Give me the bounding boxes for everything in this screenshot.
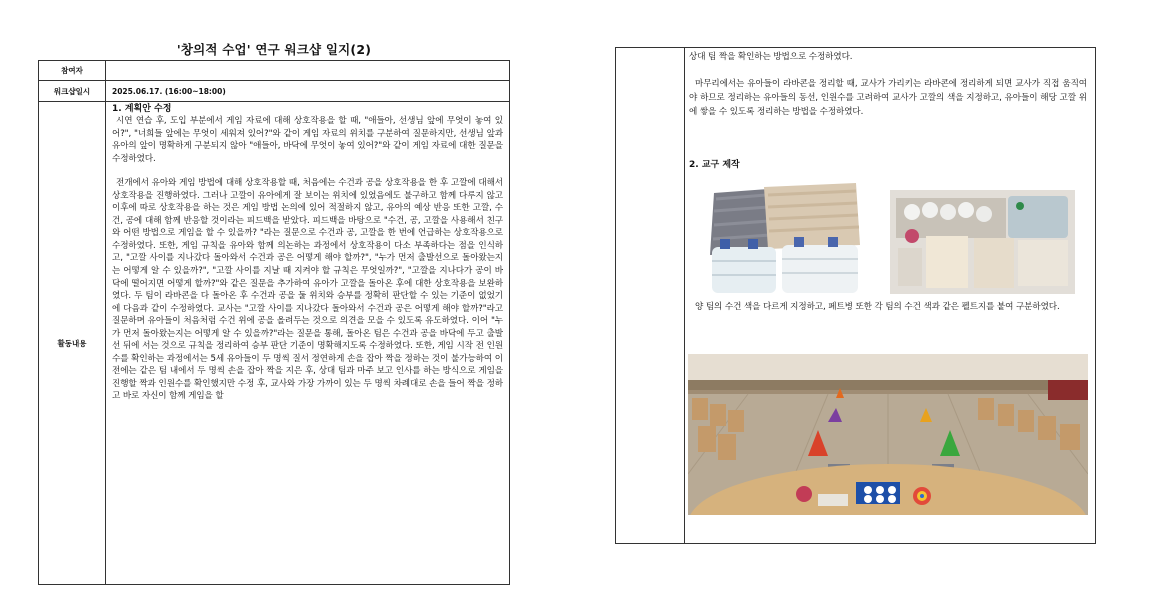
materials-caption-container xyxy=(689,300,1087,314)
page-title: '창의적 수업' 연구 워크샵 일지(2) xyxy=(176,42,372,57)
materials-box-photo xyxy=(890,190,1075,294)
section-heading-materials: 2. 교구 제작 xyxy=(689,160,740,170)
continued-content xyxy=(689,50,1087,170)
materials-caption: 양 팀의 수건 색을 다르게 지정하고, 페트병 또한 각 팀의 수건 색과 같은 펠트지를 붙여 구분하였다. xyxy=(695,302,1060,312)
participants-label: 참여자 xyxy=(39,61,106,81)
towels-and-bottles-photo xyxy=(706,181,872,296)
activity-content xyxy=(106,102,510,585)
paragraph-development: 전개에서 유아와 게임 방법에 대해 상호작용할 때, 처음에는 수건과 공을 상호작용을 한 후 고깔에 대해서 상호작용을 진행하였다. 그러나 고깔이 유아에게 잘 보이는 위치에 있었음에도 불구하고 함께 다루지 않고 이후에 따로 상호작용을 하는 것은 게임 방법 논의에 있어 적절하지 않고, 유아의 예상 반응 또한 고깔, 수건, 공에 대해 함께 반응할 것이라는 피드백을 받았다. 피드백을 바탕으로 "수건, 공, 고깔을 사용해서 친구와 어떤 방법으로 게임을 할 수 있을까? "라는 질문으로 수건과 공, 고깔을 한 번에 언급하는 상호작용으로 수정하였다. 또한, 게임 규칙을 유아와 함께 의논하는 과정에서 상호작용이 다소 부족하다는 점을 인식하고, "고깔 사이를 지나갔다 돌아와서 수건과 공은 어떻게 해야 할까?", "누가 먼저 출발선으로 돌아왔는지는 어떻게 알 수 있을까?", "고깔 사이를 지날 때 지켜야 할 규칙은 무엇일까?", "고깔을 지나다가 공이 바닥에 떨어지면 어떻게 할까?"와 같은 질문을 추가하여 유아가 고깔을 돌아온 후에 대한 상호작용을 보완하였다. 두 팀이 라바콘을 다 돌아온 후 수건과 공을 둘 위치와 승부를 정확히 판단할 수 있는 기준이 없었기에 다음과 같이 수정하였다. 교사는 "고깔 사이를 지나갔다 돌아와서 수건과 공은 어떻게 해야 할까?"라고 질문하며 유아들이 처음처럼 수건 위에 공을 올려두는 것으로 의견을 모을 수 있도록 유도하였다. 이어 "누가 먼저 돌아왔는지는 어떻게 알 수 있을까?"라는 질문을 통해, 돌아온 팀은 수건과 공을 바닥에 두고 출발선 뒤에 서는 것으로 규칙을 정리하여 승부 판단 기준이 명확해지도록 수정하였다. 또한, 게임 시작 전 인원수를 확인하는 과정에서는 5세 유아들이 두 명씩 질서 정연하게 손을 잡아 짝을 정하는 것이 불가능하여 이전에는 같은 팀 내에서 두 명씩 손을 잡아 짝을 지은 후, 상대 팀과 마주 보고 인사를 하는 방식으로 게임을 진행할 짝과 인원수를 확인했지만 수정 후, 교사와 가장 가까이 있는 두 명씩 차례대로 손을 들어 짝을 정하고 바로 자신이 함께 게임을 할 xyxy=(112,178,503,402)
section-heading-plan-revision: 1. 계획안 수정 xyxy=(112,104,172,114)
paragraph-closing: 마무리에서는 유아들이 라바콘을 정리할 때, 교사가 가리키는 라바콘에 정리하게 되면 교사가 직접 움직여야 하므로 정리하는 유아들의 동선, 인원수를 고려하여 교사가 고깔의 색을 지정하고, 유아들이 해당 고깔 위에 쌓을 수 있도록 정리하는 방법을 수정하였다. xyxy=(689,79,1087,117)
label-column xyxy=(616,48,685,543)
date-label: 워크샵일시 xyxy=(39,81,106,102)
paragraph-intro: 시연 연습 후, 도입 부분에서 게임 자료에 대해 상호작용을 할 때, "애들아, 선생님 앞에 무엇이 놓여 있어?", "너희들 앞에는 무엇이 세워져 있어?"와 같이 게임 자료의 위치를 구분하여 질문하지만, 선생님 앞과 유아의 앞이 명확하게 구분되지 않아 "애들아, 바닥에 무엇이 놓여 있어?"와 같이 게임 자료에 대한 질문을 수정하였다. xyxy=(112,116,503,164)
paragraph-continued: 상대 팀 짝을 확인하는 방법으로 수정하였다. xyxy=(689,52,853,62)
participants-value xyxy=(106,61,510,81)
activity-label: 활동내용 xyxy=(39,102,106,585)
workshop-log-table xyxy=(38,60,510,585)
classroom-game-setup-photo xyxy=(688,354,1088,515)
continued-page-box xyxy=(615,47,1096,544)
date-value: 2025.06.17. (16:00~18:00) xyxy=(106,81,510,102)
